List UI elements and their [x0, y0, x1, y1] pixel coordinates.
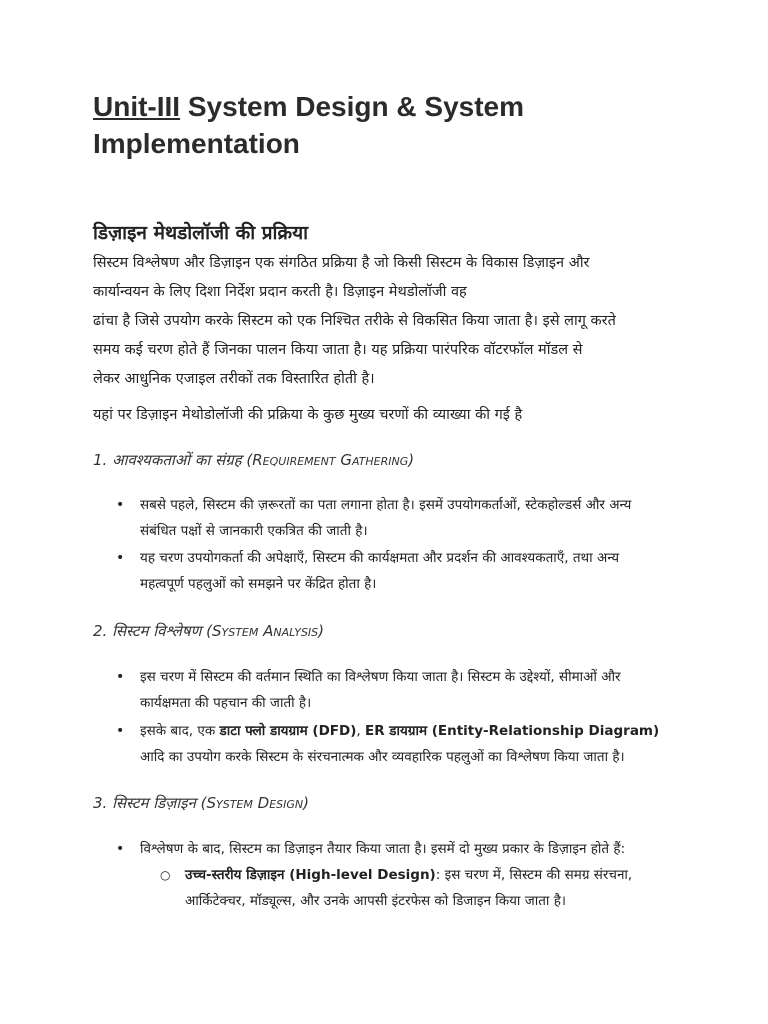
intro2-line: यहां पर डिज़ाइन मेथोडोलॉजी की प्रक्रिया के कुछ मुख्य चरणों की व्याख्या की गई है: [93, 407, 523, 423]
dfd-term: डाटा फ्लो डायग्राम (DFD): [219, 723, 357, 739]
list-item-line: विश्लेषण के बाद, सिस्टम का डिज़ाइन तैयार किया जाता है। इसमें दो मुख्य प्रकार के डिज़ाइन होते हैं:: [140, 841, 626, 857]
bullet-icon: •: [116, 669, 125, 685]
section-heading: डिज़ाइन मेथडोलॉजी की प्रक्रिया: [93, 222, 309, 244]
er-term: ER डायग्राम (Entity-Relationship Diagram): [364, 723, 660, 739]
bullet-icon: •: [116, 550, 125, 566]
section-2-heading: [93, 621, 324, 641]
document-title: [93, 88, 693, 162]
dfd-pre-text: इसके बाद, एक: [140, 723, 220, 739]
intro-line: कार्यान्वयन के लिए दिशा निर्देश प्रदान करती है। डिज़ाइन मेथडोलॉजी वह: [93, 284, 467, 300]
intro-line: लेकर आधुनिक एजाइल तरीकों तक विस्तारित होती है।: [93, 371, 375, 387]
intro-paragraph: [93, 249, 673, 394]
bullet-icon: •: [116, 497, 125, 513]
section-3-title: 3. सिस्टम डिज़ाइन: [93, 794, 196, 812]
section-2-title: 2. सिस्टम विश्लेषण: [93, 622, 202, 640]
intro-line: समय कई चरण होते हैं जिनका पालन किया जाता है। यह प्रक्रिया पारंपरिक वॉटरफॉल मॉडल से: [93, 342, 583, 358]
list-item-line: आदि का उपयोग करके सिस्टम के संरचनात्मक और व्यवहारिक पहलुओं का विश्लेषण किया जाता है।: [140, 749, 625, 765]
section-1-title: 1. आवश्यकताओं का संग्रह: [93, 451, 242, 469]
list-item-line: सबसे पहले, सिस्टम की ज़रूरतों का पता लगाना होता है। इसमें उपयोगकर्ताओं, स्टेकहोल्डर्स और अन्य: [140, 497, 632, 513]
sub-item-rest-text: : इस चरण में, सिस्टम की समग्र संरचना,: [435, 867, 633, 883]
sub-list-item-line: आर्किटेक्चर, मॉड्यूल्स, और उनके आपसी इंटरफेस को डिजाइन किया जाता है।: [185, 893, 566, 909]
section-1-english: (Requirement Gathering): [246, 451, 415, 469]
section-3-heading: [93, 793, 309, 813]
intro-line: ढांचा है जिसे उपयोग करके सिस्टम को एक निश्चित तरीके से विकसित किया जाता है। इसे लागू करते: [93, 313, 616, 329]
list-item-line: कार्यक्षमता की पहचान की जाती है।: [140, 695, 312, 711]
list-item-line: [140, 718, 659, 744]
unit-label: Unit-III: [93, 91, 181, 122]
list-item-line: संबंधित पक्षों से जानकारी एकत्रित की जाती है।: [140, 523, 368, 539]
circle-bullet-icon: ○: [160, 868, 171, 882]
high-level-design-term: उच्च-स्तरीय डिज़ाइन (High-level Design): [185, 867, 436, 883]
section-1-heading: [93, 450, 414, 470]
sub-list-item-line: [185, 862, 632, 888]
title-line2: Implementation: [93, 128, 300, 159]
intro-paragraph-2: [93, 401, 673, 430]
separator-text: ,: [356, 723, 365, 739]
intro-line: सिस्टम विश्लेषण और डिज़ाइन एक संगठित प्रक्रिया है जो किसी सिस्टम के विकास डिज़ाइन और: [93, 255, 590, 271]
section-3-english: (System Design): [200, 794, 309, 812]
section-2-english: (System Analysis): [206, 622, 324, 640]
list-item-line: यह चरण उपयोगकर्ता की अपेक्षाएँ, सिस्टम की कार्यक्षमता और प्रदर्शन की आवश्यकताएँ, तथा अन्य: [140, 550, 620, 566]
list-item-line: महत्वपूर्ण पहलुओं को समझने पर केंद्रित होता है।: [140, 576, 377, 592]
list-item-line: इस चरण में सिस्टम की वर्तमान स्थिति का विश्लेषण किया जाता है। सिस्टम के उद्देश्यों, सीमाओं और: [140, 669, 621, 685]
bullet-icon: •: [116, 723, 125, 739]
bullet-icon: •: [116, 841, 125, 857]
title-rest: System Design & System: [180, 91, 525, 122]
